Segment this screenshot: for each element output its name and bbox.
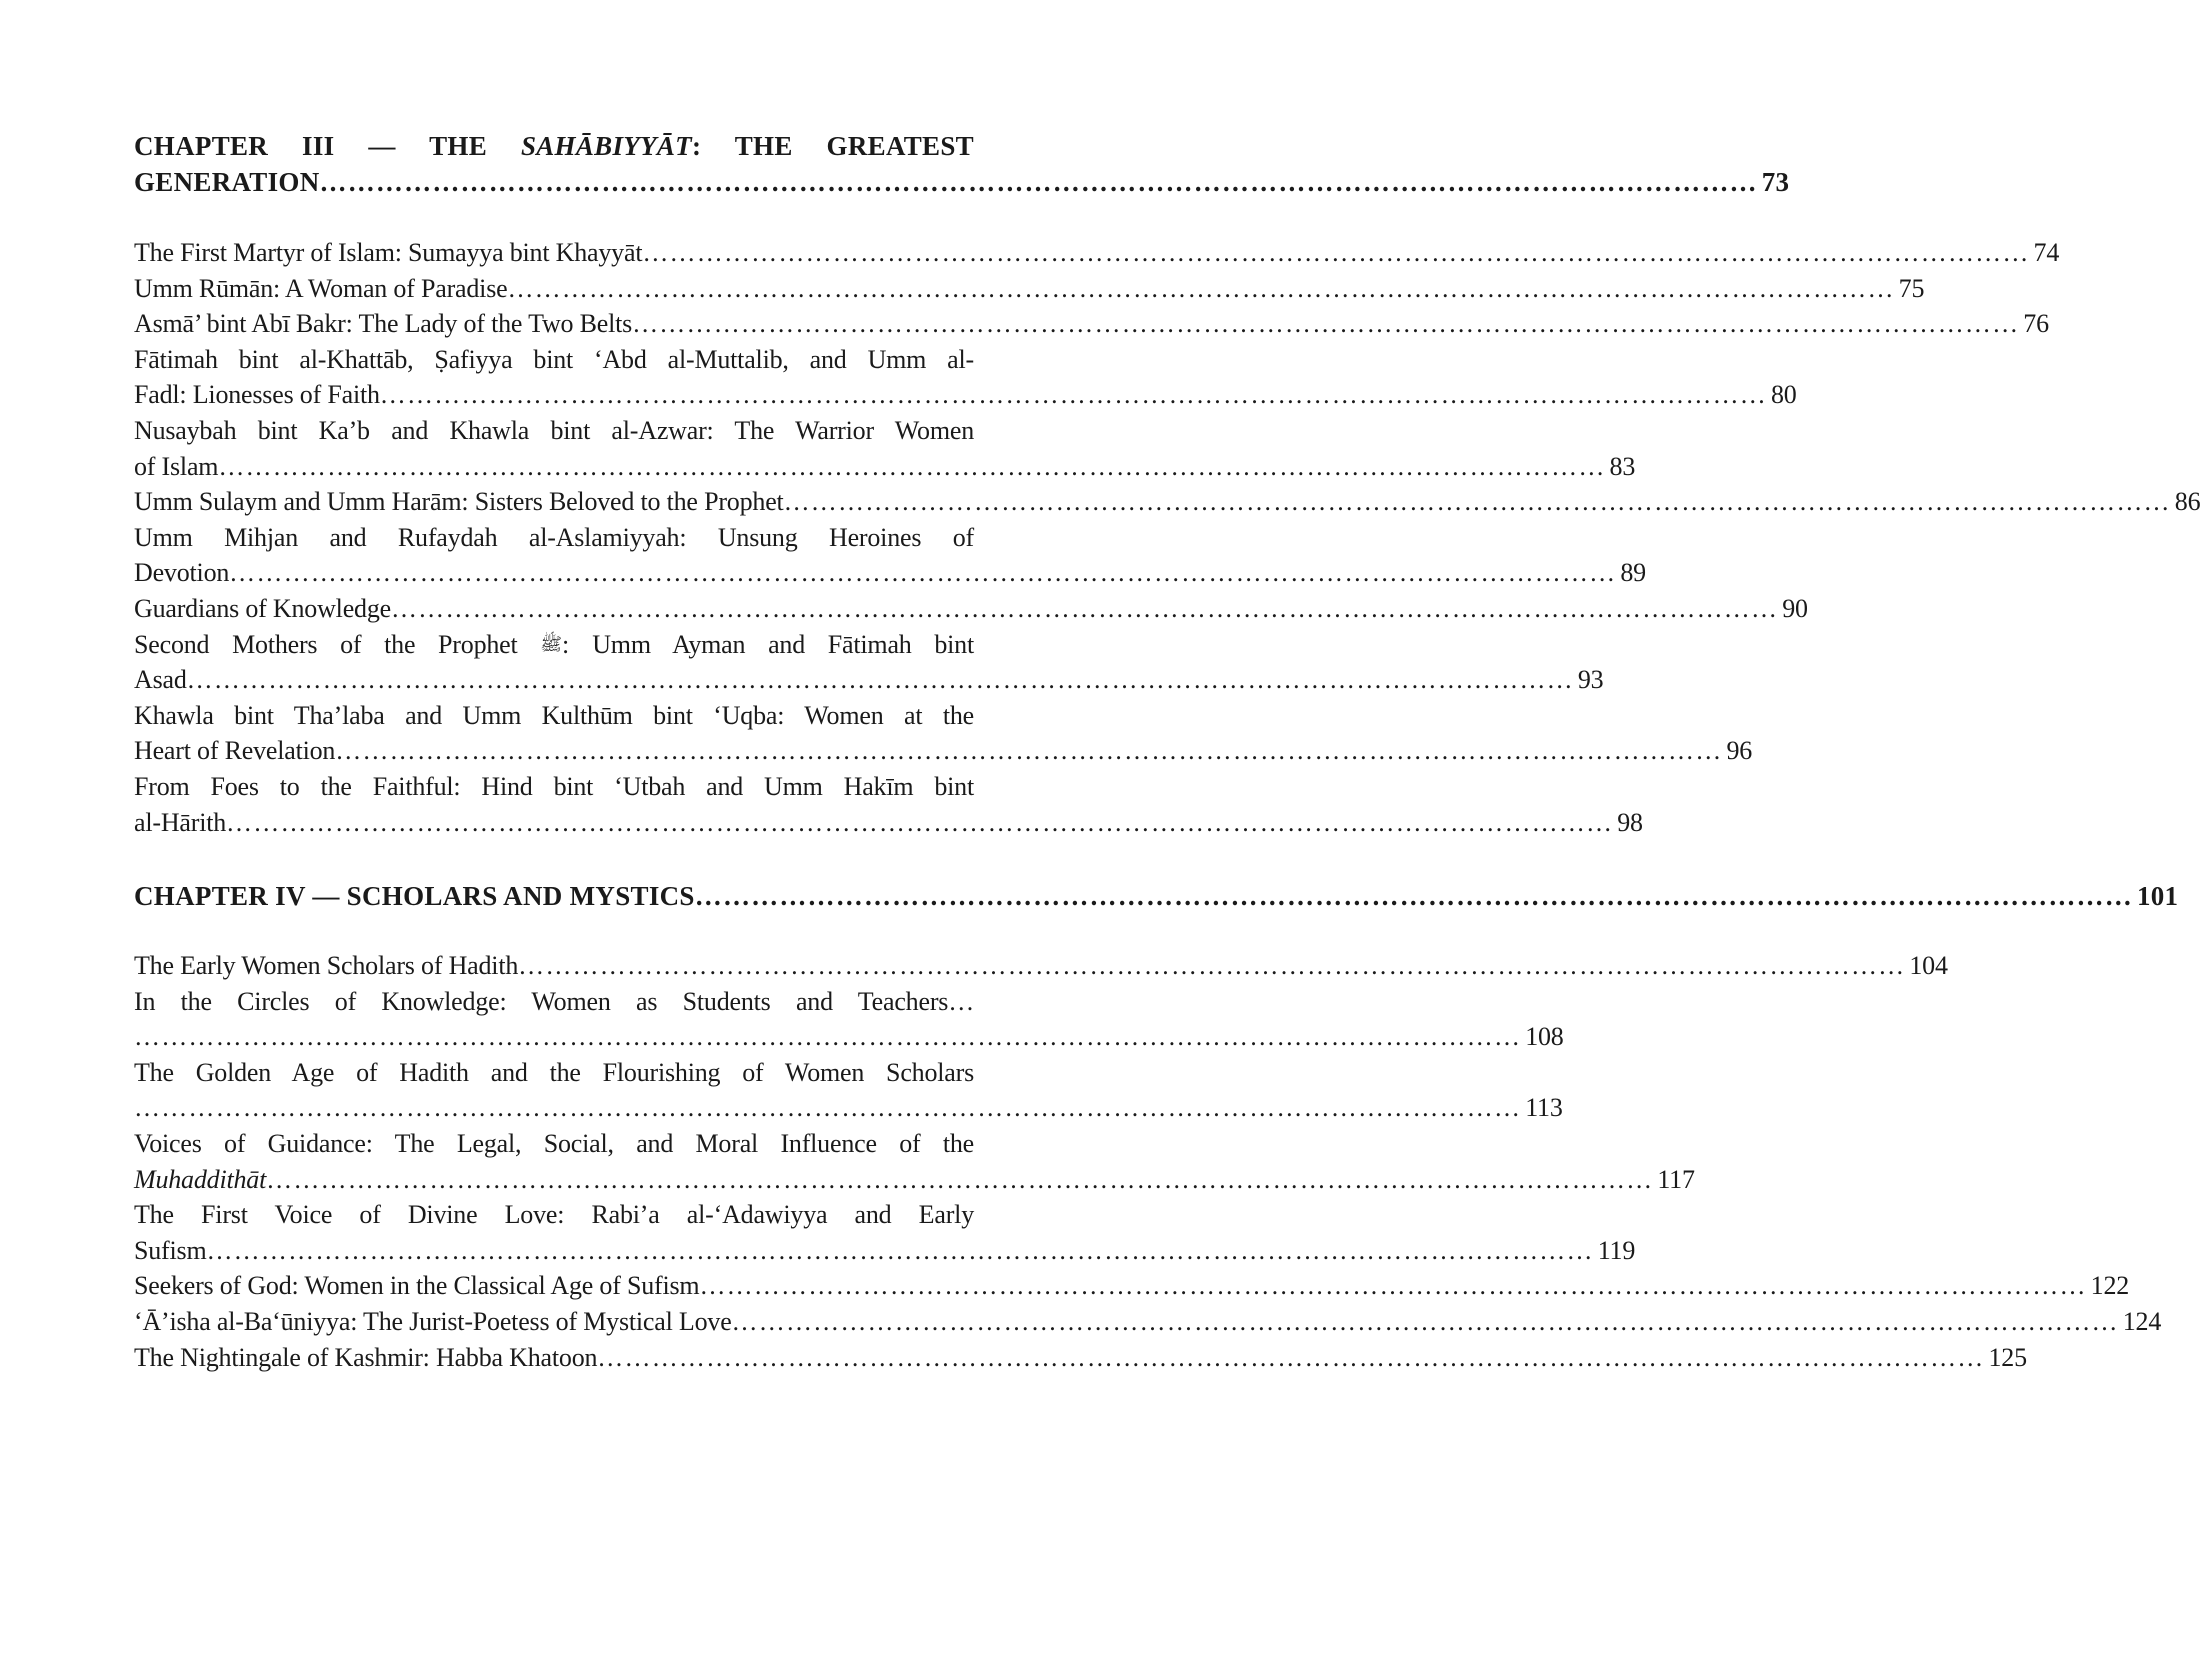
entry-title-line: Nusaybah bint Ka’b and Khawla bint al-Azwar: The Warrior Women bbox=[134, 415, 974, 445]
dot-leader: ……………………………………………………………………………………………………………………………………… bbox=[218, 451, 1606, 481]
entry-line bbox=[134, 449, 1636, 485]
entry-title: Muhaddithāt bbox=[134, 1164, 267, 1194]
dot-leader: ……………………………………………………………………………………………………………………………………… bbox=[507, 273, 1895, 303]
page-number: 75 bbox=[1898, 273, 1925, 303]
entry-line bbox=[134, 1162, 1695, 1198]
toc-entry[interactable] bbox=[134, 698, 1753, 769]
dot-leader: ……………………………………………………………………………………………………………………………………… bbox=[783, 487, 2171, 517]
entry-title: Fadl: Lionesses of Faith bbox=[134, 380, 380, 410]
entry-line bbox=[134, 306, 2049, 342]
entry-title: The First Martyr of Islam: Sumayya bint Khayyāt bbox=[134, 238, 643, 267]
entry-title-line: Second Mothers of the Prophet ﷺ: Umm Ayman and Fātimah bint bbox=[134, 629, 974, 659]
chapter-4-heading[interactable] bbox=[134, 878, 2179, 914]
toc-entry[interactable] bbox=[134, 769, 1643, 840]
entry-line bbox=[134, 805, 1643, 841]
page-number: 90 bbox=[1782, 593, 1808, 623]
page-number: 83 bbox=[1609, 451, 1636, 481]
page-number: 80 bbox=[1771, 380, 1797, 410]
toc-entry[interactable] bbox=[134, 271, 1925, 307]
entry-title-line: From Foes to the Faithful: Hind bint ‘Utbah and Umm Hakīm bint bbox=[134, 771, 974, 801]
toc-entry[interactable] bbox=[134, 1126, 1695, 1197]
entry-title: Umm Rūmān: A Woman of Paradise bbox=[134, 273, 508, 303]
entry-title: Umm Sulaym and Umm Harām: Sisters Beloved to the Prophet bbox=[134, 487, 784, 517]
salawat-symbol-icon: ﷺ bbox=[540, 633, 563, 654]
table-of-contents bbox=[134, 128, 2200, 1375]
entry-title-line: The Golden Age of Hadith and the Flourishing of Women Scholars bbox=[134, 1057, 974, 1087]
page-number: 124 bbox=[2122, 1307, 2162, 1337]
entry-title: ‘Ā’isha al-Ba‘ūniyya: The Jurist-Poetess of Mystical Love bbox=[134, 1307, 732, 1337]
entry-title-line: The First Voice of Divine Love: Rabi’a al-‘Adawiyya and Early bbox=[134, 1200, 974, 1230]
page-number: 98 bbox=[1617, 807, 1643, 837]
dot-leader: ……………………………………………………………………………………………………………………………………… bbox=[597, 1342, 1985, 1372]
page-number: 108 bbox=[1525, 1022, 1564, 1052]
entry-title: Asad bbox=[134, 665, 187, 695]
entry-title: GENERATION bbox=[134, 167, 320, 197]
dot-leader: ……………………………………………………………………………………………………………………………………… bbox=[319, 167, 1758, 197]
entry-line bbox=[134, 555, 1646, 591]
toc-entry[interactable] bbox=[134, 1268, 2130, 1304]
entry-title: The Early Women Scholars of Hadith bbox=[134, 951, 519, 981]
toc-entry[interactable] bbox=[134, 984, 1564, 1055]
toc-entry[interactable] bbox=[134, 306, 2049, 342]
entry-title: Guardians of Knowledge bbox=[134, 593, 391, 623]
dot-leader: ……………………………………………………………………………………………………………………………………… bbox=[206, 1235, 1594, 1265]
page-number: 125 bbox=[1988, 1342, 2027, 1372]
entry-title: al-Hārith bbox=[134, 807, 227, 837]
toc-entry[interactable] bbox=[134, 342, 1797, 413]
page-number: 76 bbox=[2023, 309, 2049, 339]
dot-leader: ……………………………………………………………………………………………………………………………………… bbox=[266, 1164, 1654, 1194]
chapter-4-page-number: 101 bbox=[2136, 881, 2179, 912]
page-number: 122 bbox=[2090, 1271, 2130, 1301]
dot-leader: ……………………………………………………………………………………………………………………………………… bbox=[229, 558, 1617, 588]
page-number: 113 bbox=[1525, 1093, 1563, 1123]
entry-line bbox=[134, 1233, 1636, 1269]
dot-leader: ……………………………………………………………………………………………………………………………………… bbox=[632, 309, 2020, 339]
entry-title: Seekers of God: Women in the Classical Age of Sufism bbox=[134, 1271, 700, 1301]
dot-leader: ……………………………………………………………………………………………………………………………………… bbox=[390, 593, 1779, 623]
page-number: 86 bbox=[2174, 487, 2200, 517]
toc-entry[interactable] bbox=[134, 413, 1636, 484]
toc-entry[interactable] bbox=[134, 520, 1646, 591]
toc-entry[interactable] bbox=[134, 591, 1808, 627]
toc-entry[interactable] bbox=[134, 235, 2060, 271]
entry-line bbox=[134, 1090, 1563, 1126]
toc-entry[interactable] bbox=[134, 1055, 1563, 1126]
dot-leader: ……………………………………………………………………………………………………………………………………… bbox=[699, 1271, 2087, 1301]
chapter-4-title: CHAPTER IV — SCHOLARS AND MYSTICS bbox=[134, 881, 695, 912]
chapter-3-title-italic: SAHĀBIYYĀT bbox=[520, 131, 692, 161]
entry-title: Heart of Revelation bbox=[134, 736, 336, 766]
entry-line bbox=[134, 591, 1808, 627]
chapter-4-entries bbox=[134, 948, 2162, 1375]
toc-entry[interactable] bbox=[134, 948, 1948, 984]
dot-leader: ……………………………………………………………………………………………………………………………………… bbox=[694, 881, 2133, 912]
entry-title-line: Voices of Guidance: The Legal, Social, and Moral Influence of the bbox=[134, 1129, 974, 1159]
entry-line bbox=[134, 733, 1753, 769]
toc-entry[interactable] bbox=[134, 627, 1604, 698]
entry-line bbox=[134, 1304, 2162, 1340]
dot-leader: ……………………………………………………………………………………………………………………………………… bbox=[642, 238, 2030, 267]
entry-line bbox=[134, 271, 1925, 307]
toc-entry[interactable] bbox=[134, 1304, 2162, 1340]
chapter-3-title-line-2 bbox=[134, 164, 1790, 200]
entry-title: of Islam bbox=[134, 451, 219, 481]
entry-title: Sufism bbox=[134, 1235, 207, 1265]
toc-entry[interactable] bbox=[134, 1340, 2027, 1376]
entry-title-line: Umm Mihjan and Rufaydah al-Aslamiyyah: Unsung Heroines of bbox=[134, 522, 974, 552]
chapter-3-heading[interactable] bbox=[134, 128, 1790, 200]
page-number: 96 bbox=[1726, 736, 1753, 766]
entry-line bbox=[134, 484, 2200, 520]
dot-leader: ……………………………………………………………………………………………………………………………………… bbox=[731, 1307, 2119, 1337]
toc-entry[interactable] bbox=[134, 484, 2200, 520]
entry-line bbox=[134, 878, 2179, 914]
entry-title: The Nightingale of Kashmir: Habba Khatoon bbox=[134, 1342, 598, 1372]
entry-line bbox=[134, 662, 1604, 698]
entry-line bbox=[134, 1019, 1564, 1055]
entry-title: Asmā’ bint Abī Bakr: The Lady of the Two Belts bbox=[134, 309, 633, 339]
toc-entry[interactable] bbox=[134, 1197, 1636, 1268]
page-number: 93 bbox=[1577, 665, 1604, 695]
page-number: 74 bbox=[2033, 238, 2060, 267]
entry-line bbox=[134, 235, 2060, 271]
dot-leader: ……………………………………………………………………………………………………………………………………… bbox=[335, 736, 1723, 766]
dot-leader: ……………………………………………………………………………………………………………………………………… bbox=[134, 1022, 1522, 1052]
entry-line bbox=[134, 1340, 2027, 1376]
page-number: 89 bbox=[1620, 558, 1646, 588]
dot-leader: ……………………………………………………………………………………………………………………………………… bbox=[134, 1093, 1522, 1123]
entry-title: Devotion bbox=[134, 558, 230, 588]
dot-leader: ……………………………………………………………………………………………………………………………………… bbox=[186, 665, 1574, 695]
dot-leader: ……………………………………………………………………………………………………………………………………… bbox=[226, 807, 1614, 837]
entry-title-line: Fātimah bint al-Khattāb, Ṣafiyya bint ‘Abd al-Muttalib, and Umm al- bbox=[134, 344, 974, 374]
entry-line bbox=[134, 377, 1797, 413]
dot-leader: ……………………………………………………………………………………………………………………………………… bbox=[518, 951, 1906, 981]
chapter-3-title-line-1: CHAPTER III — THE SAHĀBIYYĀT: THE GREATEST bbox=[134, 131, 974, 161]
chapter-3-entries bbox=[134, 235, 2200, 840]
chapter-3-page-number: 73 bbox=[1761, 167, 1790, 197]
entry-title-line: Khawla bint Tha’laba and Umm Kulthūm bint ‘Uqba: Women at the bbox=[134, 700, 974, 730]
page-number: 117 bbox=[1657, 1164, 1695, 1194]
entry-line bbox=[134, 1268, 2130, 1304]
page-number: 119 bbox=[1597, 1235, 1636, 1265]
entry-line bbox=[134, 948, 1948, 984]
entry-title-line: In the Circles of Knowledge: Women as Students and Teachers… bbox=[134, 986, 974, 1016]
page-number: 104 bbox=[1909, 951, 1948, 981]
dot-leader: ……………………………………………………………………………………………………………………………………… bbox=[379, 380, 1767, 410]
